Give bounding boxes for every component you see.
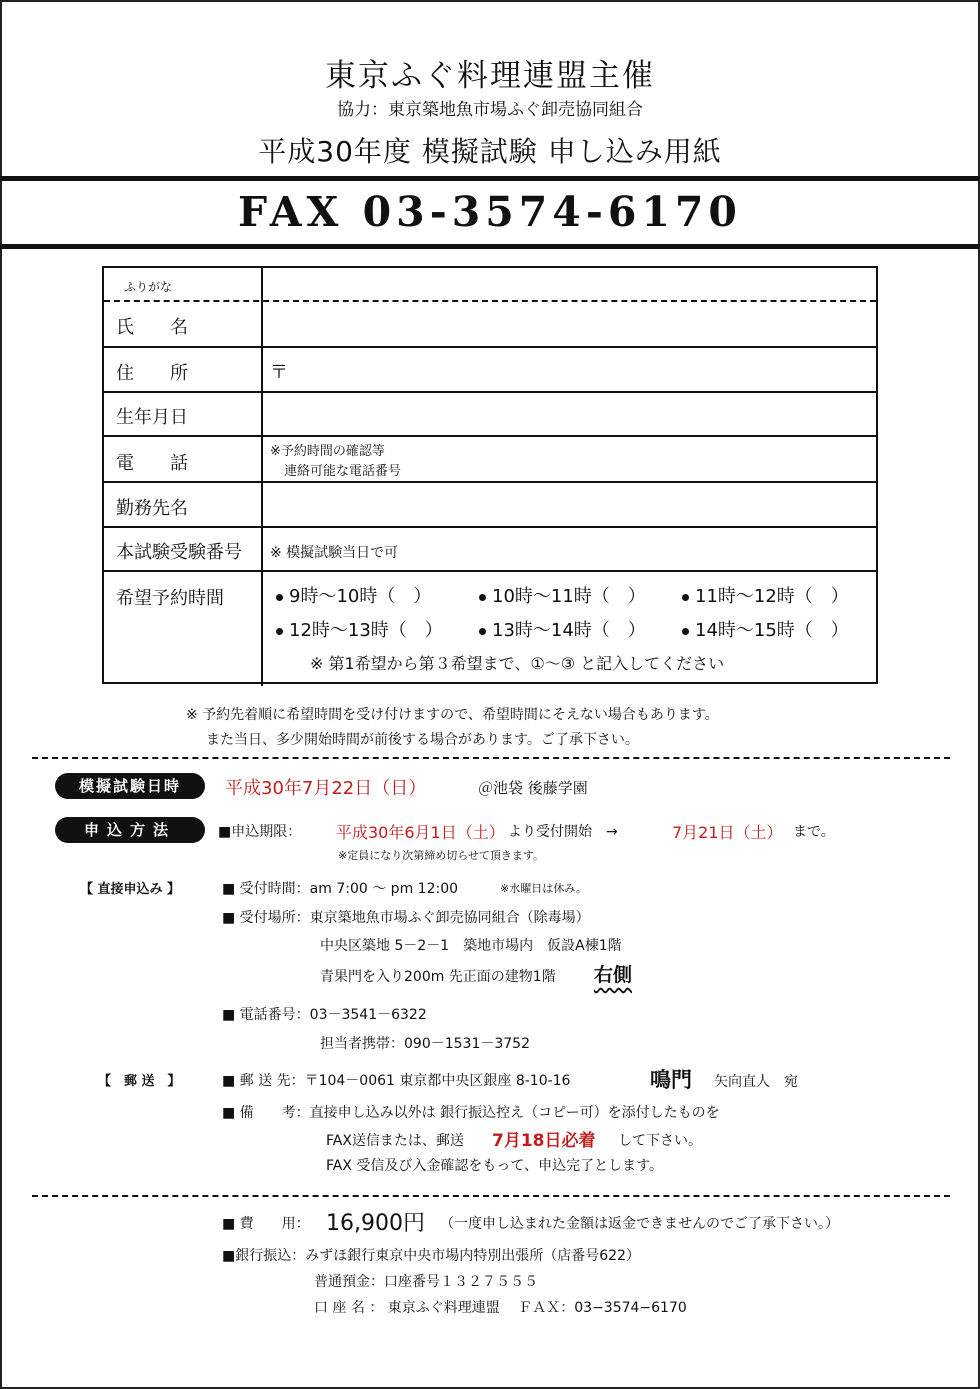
notice-line-2: また当日、多少開始時間が前後する場合があります。ご了承下さい。 xyxy=(206,732,639,748)
furigana-divider xyxy=(104,300,876,302)
exam-number-note: ※ 模擬試験当日で可 xyxy=(270,545,399,561)
fee-label: ■ 費 用： xyxy=(222,1216,310,1232)
organizer-title: 東京ふぐ料理連盟主催 xyxy=(325,58,655,94)
tel-number: ■ 電話番号：03－3541－6322 xyxy=(222,1007,427,1023)
deadline-label: ■申込期限： xyxy=(218,824,302,840)
row-divider xyxy=(104,346,876,348)
time-slot: 13時～14時（ ） xyxy=(479,616,646,642)
form-column-divider xyxy=(261,268,263,566)
right-side-emphasis: 右側 xyxy=(594,964,633,986)
row-divider xyxy=(104,570,876,572)
exam-date-pill: 模擬試験日時 xyxy=(55,773,205,799)
time-slot-note: ※ 第1希望から第３希望まで、①～③ と記入してください xyxy=(310,654,725,673)
workplace-label: 勤務先名 xyxy=(116,498,188,519)
mail-destination: ■ 郵 送 先：〒104－0061 東京都中央区銀座 8-10-16 xyxy=(222,1073,571,1089)
exam-place: ＠池袋 後藤学園 xyxy=(478,779,588,797)
name-label: 氏 名 xyxy=(116,317,188,338)
reception-place: ■ 受付場所：東京築地魚市場ふぐ卸売協同組合（除毒場） xyxy=(222,910,590,926)
furigana-label: ふりがな xyxy=(124,280,173,294)
row-divider xyxy=(104,391,876,393)
arrival-deadline: 7月18日必着 xyxy=(492,1131,596,1151)
bank-account: 普通預金：口座番号１３２７５５５ xyxy=(314,1274,538,1290)
time-slot: 9時～10時（ ） xyxy=(276,582,431,608)
remarks-line-2c: して下さい。 xyxy=(618,1133,702,1149)
remarks-line-1: ■ 備 考：直接申し込み以外は 銀行振込控え（コピー可）を添付したものを xyxy=(222,1105,720,1121)
bullet-icon xyxy=(682,594,689,601)
reception-hours-note: ※水曜日は休み。 xyxy=(500,882,587,895)
mail-label: 【 郵 送 】 xyxy=(98,1074,181,1089)
fax-number: FAX 03-3574-6170 xyxy=(238,188,742,236)
mobile-number: 担当者携帯：090－1531－3752 xyxy=(320,1036,530,1052)
exam-date: 平成30年7月22日（日） xyxy=(225,778,427,799)
address-label: 住 所 xyxy=(116,363,188,384)
bullet-icon xyxy=(276,594,283,601)
reception-hours: ■ 受付時間：am 7:00 ～ pm 12:00 xyxy=(222,881,459,897)
account-name: 口 座 名 ： 東京ふぐ料理連盟 ＦＡＸ：03−3574−6170 xyxy=(314,1300,687,1316)
time-slot: 14時～15時（ ） xyxy=(682,616,849,642)
deadline-tail: まで。 xyxy=(793,824,835,840)
phone-note-2: 連絡可能な電話番号 xyxy=(284,464,402,479)
header-rule-bottom xyxy=(0,244,980,249)
cooperation-text: 協力：東京築地魚市場ふぐ卸売協同組合 xyxy=(337,100,643,120)
bullet-icon xyxy=(682,628,689,635)
section-divider xyxy=(32,1195,950,1197)
row-divider xyxy=(104,435,876,437)
time-slot: 12時～13時（ ） xyxy=(276,616,443,642)
naruto-name: 鳴門 xyxy=(650,1067,692,1092)
bullet-icon xyxy=(276,628,283,635)
time-slot: 10時～11時（ ） xyxy=(479,582,646,608)
time-slot: 11時～12時（ ） xyxy=(682,582,849,608)
mail-recipient: 矢向直人 宛 xyxy=(714,1074,798,1090)
form-column-divider-times xyxy=(261,566,263,686)
deadline-mid: より受付開始 → xyxy=(508,824,618,840)
row-divider xyxy=(104,526,876,528)
deadline-start: 平成30年6月1日（土） xyxy=(336,823,505,842)
bank-transfer: ■銀行振込：みずほ銀行東京中央市場内特別出張所（店番号622） xyxy=(222,1248,640,1264)
reception-directions: 青果門を入り200m 先正面の建物1階 xyxy=(320,969,556,985)
apply-method-pill: 申込方法 xyxy=(55,817,205,843)
birthdate-label: 生年月日 xyxy=(116,407,188,428)
fee-note: （一度申し込まれた金額は返金できませんのでご了承下さい。） xyxy=(440,1216,839,1232)
exam-number-label: 本試験受験番号 xyxy=(116,542,242,563)
preferred-time-label: 希望予約時間 xyxy=(116,588,224,609)
notice-line-1: ※ 予約先着順に希望時間を受け付けますので、希望時間にそえない場合もあります。 xyxy=(186,707,719,723)
deadline-note: ※定員になり次第締め切らせて頂きます。 xyxy=(338,849,545,862)
phone-label: 電 話 xyxy=(116,453,188,474)
postal-mark: 〒 xyxy=(270,362,288,383)
direct-label: 【 直接申込み 】 xyxy=(80,882,181,897)
bullet-icon xyxy=(479,594,486,601)
bullet-icon xyxy=(479,628,486,635)
reception-address: 中央区築地 5－2－1 築地市場内 仮設A棟1階 xyxy=(320,938,622,954)
deadline-end: 7月21日（土） xyxy=(672,823,783,842)
remarks-line-3: FAX 受信及び入金確認をもって、申込完了とします。 xyxy=(326,1158,663,1174)
phone-note-1: ※予約時間の確認等 xyxy=(270,444,385,459)
form-title: 平成30年度 模擬試験 申し込み用紙 xyxy=(258,135,722,168)
section-divider xyxy=(32,757,950,759)
header-rule-top xyxy=(0,176,980,181)
remarks-line-2a: FAX送信または、郵送 xyxy=(326,1133,464,1149)
application-form xyxy=(102,266,878,684)
row-divider xyxy=(104,481,876,483)
fee-amount: 16,900円 xyxy=(326,1211,425,1236)
